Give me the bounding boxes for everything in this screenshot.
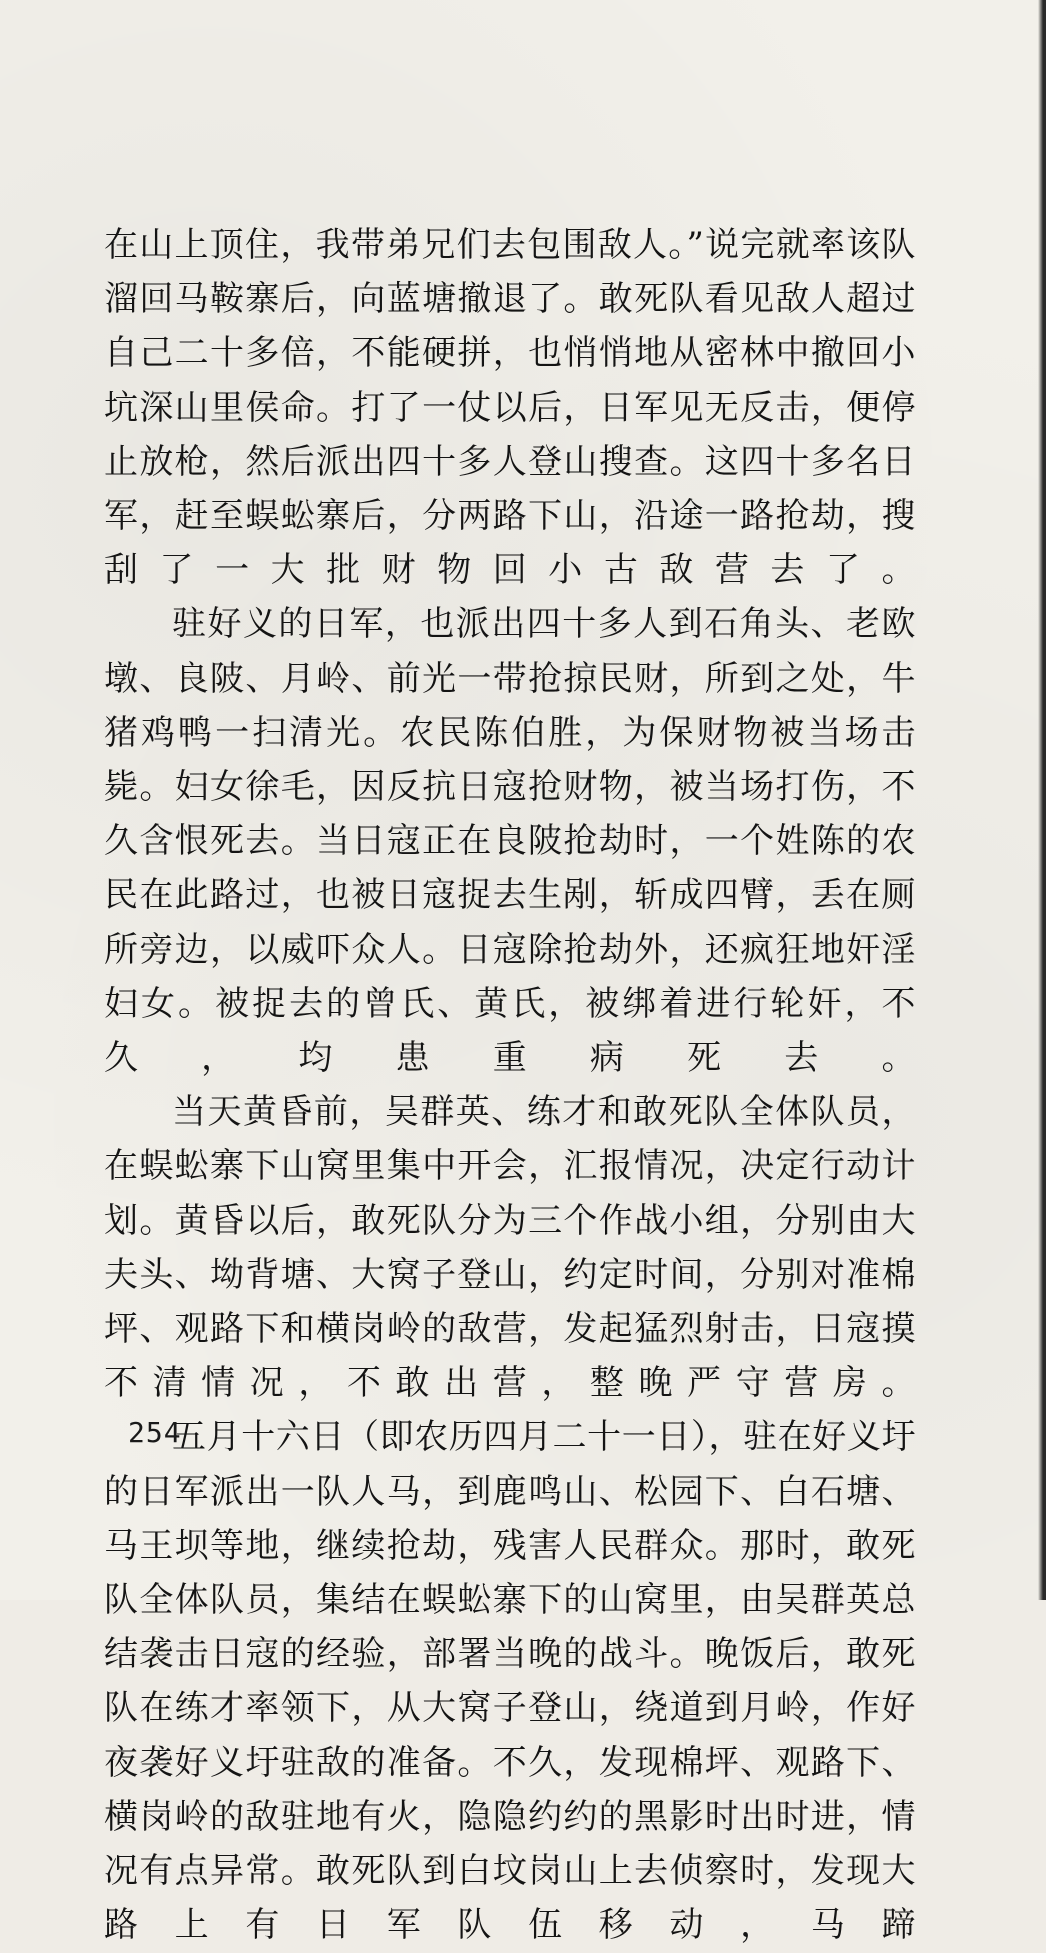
page-edge-shadow	[1038, 0, 1046, 1600]
page-number: 254	[128, 1416, 182, 1449]
paragraph-4: 五月十六日（即农历四月二十一日），驻在好义圩的日军派出一队人马，到鹿鸣山、松园下、白石塘、马王坝等地，继续抢劫，残害人民群众。那时，敢死队全体队员，集结在蜈蚣寨下的山窝里，由吴群英总结袭击日寇的经验，部署当晚的战斗。晚饭后，敢死队在练才率领下，从大窝子登山，绕道到月岭，作好夜袭好义圩驻敌的准备。不久，发现棉坪、观路下、横岗岭的敌驻地有火，隐隐约约的黑影时出时进，情况有点异常。敢死队到白坟岗山上去侦察时，发现大路上有日军队伍移动，马蹄	[104, 1417, 916, 1946]
paragraph-2: 驻好义的日军，也派出四十多人到石角头、老欧墩、良陂、月岭、前光一带抢掠民财，所到之处，牛猪鸡鸭一扫清光。农民陈伯胜，为保财物被当场击毙。妇女徐毛，因反抗日寇抢财物，被当场打伤，不久含恨死去。当日寇正在良陂抢劫时，一个姓陈的农民在此路过，也被日寇捉去生剐，斩成四臂，丢在厕所旁边，以威吓众人。日寇除抢劫外，还疯狂地奸淫妇女。被捉去的曾氏、黄氏，被绑着进行轮奸，不久，均患重病死去。	[104, 604, 916, 1079]
paragraph-3: 当天黄昏前，吴群英、练才和敢死队全体队员，在蜈蚣寨下山窝里集中开会，汇报情况，决定行动计划。黄昏以后，敢死队分为三个作战小组，分别由大夫头、坳背塘、大窝子登山，约定时间，分别对准棉坪、观路下和横岗岭的敌营，发起猛烈射击，日寇摸不清情况，不敢出营，整晚严守营房。	[104, 1092, 916, 1404]
body-text	[104, 218, 916, 1953]
paragraph-1: 在山上顶住，我带弟兄们去包围敌人。”说完就率该队溜回马鞍寨后，向蓝塘撤退了。敢死队看见敌人超过自己二十多倍，不能硬拼，也悄悄地从密林中撤回小坑深山里侯命。打了一仗以后，日军见无反击，便停止放枪，然后派出四十多人登山搜查。这四十多名日军，赶至蜈蚣寨后，分两路下山，沿途一路抢劫，搜刮了一大批财物回小古敌营去了。	[104, 225, 916, 591]
